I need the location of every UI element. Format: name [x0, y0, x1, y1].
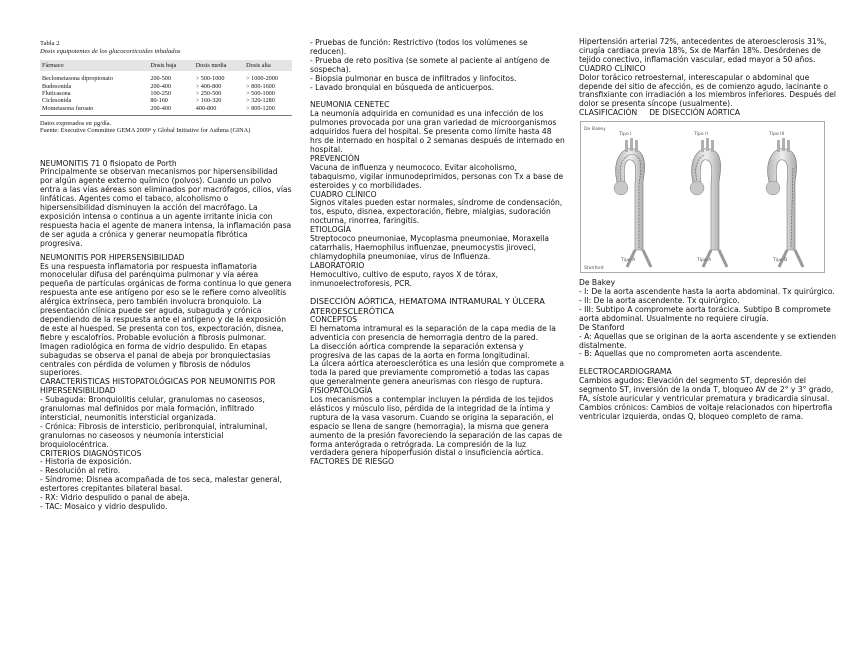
list-item: - III: Subtipo A compromete aorta torácica. Subtipo B compromete aorta abdominal. Usualmente no requiere cirugía.: [579, 304, 831, 323]
dose-table: [40, 60, 292, 116]
list-item: - II: De la aorta ascendente. Tx quirúrgico.: [579, 295, 740, 305]
list-item: - Lavado bronquial en búsqueda de anticuerpos.: [310, 82, 494, 92]
table-row: [40, 90, 292, 97]
aorta-type-1: [614, 138, 651, 267]
table-cell: 200-400: [148, 105, 193, 116]
table-cell: Ciclesonida: [42, 97, 72, 105]
table-cell: > 800-1600: [246, 82, 275, 90]
aorta-type-2: [690, 138, 727, 267]
table-cell: 200-500: [150, 75, 171, 83]
paragraph: Es una respuesta inflamatoria por respuesta inflamatoria monocelular difusa del parénquima pulmonar y vía aérea pequeña de partículas orgánicas de forma continua lo que genera respuesta ante ese antígeno por eso se le refiere como alveolitis alérgica extrínseca, pero también involucra bronquiolo. La presentación clínica puede ser aguda, subaguda y crónica dependiendo de la respuesta ante el antígeno y de la exposición de este al huesped. Se presenta con tos, expectoración, disnea, fiebre y escalofríos. Probable evolución a fibrosis pulmonar. Imagen radiológica en forma de vidrio despulido. En etapas subagudas se observa el panal de abeja por bronquiectasias centrales con pérdida de volumen y fibrosis de nódulos superiores.: [40, 261, 292, 378]
section-heading: ELECTROCARDIOGRAMA: [579, 367, 672, 377]
list-item: - TAC: Mosaico y vidrio despulido.: [40, 502, 168, 511]
section-heading: FISIOPATOLOGÍA: [310, 386, 373, 396]
table-row: [40, 97, 292, 104]
list-item: - Crónica: Fibrosis de intersticio, peribronquial, intraluminal, granulomas no caseosos y neumonía intersticial broquiolocéntrica.: [40, 421, 268, 449]
paragraph: El hematoma intramural es la separación de la capa media de la adventicia con presencia de hemorragia dentro de la pared.: [310, 323, 556, 342]
table-cell: > 320-1280: [246, 97, 275, 105]
list-item: - Subaguda: Bronquiolitis celular, granulomas no caseosos, granulomas mal definidos por mala formación, infiltrado intersticial, neumonitis intersticial organizada.: [40, 395, 265, 422]
table-cell: > 250-500: [195, 90, 222, 98]
table-cell: 200-400: [150, 82, 171, 90]
table-cell: > 800-1200: [244, 105, 292, 116]
paragraph: La disección aórtica comprende la separación extensa y progresiva de las capas de la aorta en forma longitudinal.: [310, 341, 530, 360]
section-heading: CONCEPTOS: [310, 314, 358, 324]
paragraph: Hipertensión arterial 72%, antecedentes de ateroesclerosis 31%, cirugía cardiaca previa 18%, Sx de Marfán 18%. Desórdenes de tejido conectivo, inflamación vascular, edad mayor a 50 años.: [579, 37, 827, 64]
table-caption: Tabla 2: [40, 40, 60, 47]
table-row: [40, 83, 292, 90]
figure-label-stanford: Stanford: [584, 266, 604, 272]
list-item: - RX: Vidrio despulido o panal de abeja.: [40, 493, 190, 503]
list-item: - Biopsia pulmonar en busca de infiltrados y linfocitos.: [310, 73, 517, 83]
section-heading: DISECCIÓN AÓRTICA, HEMATOMA INTRAMURAL Y ÚLCERA ATEROESCLERÓTICA: [310, 296, 545, 316]
section-heading: CARACTERISTICAS HISTOPATOLÓGICAS POR NEUMONITIS POR HIPERSENSIBILIDAD: [40, 377, 276, 396]
list-item: - Prueba de reto positiva (se somete al paciente al antígeno de sospecha).: [310, 55, 550, 74]
table-row: [40, 105, 292, 116]
table-row: [40, 71, 292, 82]
paragraph: Cambios crónicos: Cambios de voltaje relacionados con hipertrofia ventricular izquierda, ondas Q, bloqueo completo de rama.: [579, 402, 833, 421]
table-cell: 100-250: [150, 90, 171, 98]
table-header-cell: Dosis alta: [244, 60, 292, 71]
figure-label-tipo-2: Tipo II: [694, 132, 708, 138]
column-2: [310, 0, 565, 467]
table-header-row: [40, 60, 292, 71]
list-item: - Historia de exposición.: [40, 457, 132, 467]
table-subtitle: Dosis equipotentes de los glucocorticoides inhalados: [40, 47, 181, 55]
figure-label-tipo-b: Tipo B: [773, 258, 788, 264]
list-item: - Síndrome: Disnea acompañada de tos seca, malestar general, estertores crepitantes bilateral basal.: [40, 475, 282, 494]
paragraph: La úlcera aórtica ateroesclerótica es una lesión que compromete a toda la pared que previamente comprometió a todas las capas que generalmente genera aneurismas con riesgo de ruptura.: [310, 359, 565, 387]
section-heading: NEUMONITIS POR HIPERSENSIBILIDAD: [40, 252, 185, 262]
dose-table-block: [40, 40, 292, 135]
table-cell: > 500-1000: [195, 75, 225, 83]
section-heading: PREVENCIÓN: [310, 153, 360, 163]
paragraph: Signos vitales pueden estar normales, síndrome de condensación, tos, esputo, disnea, expectoración, fiebre, mialgias, sudoración nocturna, rinorrea, faringitis.: [310, 198, 563, 226]
table-cell: > 1000-2000: [246, 75, 278, 83]
aorta-type-3: [766, 138, 803, 267]
list-item: - B: Aquellas que no comprometen aorta ascendente.: [579, 349, 783, 359]
table-header-cell: Dosis media: [194, 60, 244, 71]
table-cell: Budesonida: [42, 82, 72, 90]
section-heading: ETIOLOGÍA: [310, 225, 351, 235]
section-heading: CUADRO CLÍNICO: [310, 189, 377, 199]
paragraph: Los mecanismos a contemplar incluyen la pérdida de los tejidos elásticos y músculo liso, pérdida de la integridad de la íntima y ruptura de la vasa vasorum. Cuando se origina la separación, el espacio se llena de sangre (hemorragia), la misma que genera aumento de la presión favoreciendo la separación de las capas de forma anterógrada o retrógrada. La compresión de la luz verdadera genera hipoperfusión distal o insuficiencia aórtica.: [310, 395, 563, 458]
list-item: - Pruebas de función: Restrictivo (todos los volúmenes se reducen).: [310, 38, 528, 56]
paragraph: Hemocultivo, cultivo de esputo, rayos X de tórax, inmunoelectroforesis, PCR.: [310, 269, 499, 288]
list-item: - Resolución al retiro.: [40, 466, 121, 476]
paragraph: Cambios agudos: Elevación del segmento ST, depresión del segmento ST, inversión de la onda T, bloqueo AV de 2° y 3° grado, FA, sístole auricular y ventricular prematura y bradicardia sinusal.: [579, 376, 834, 404]
table-note: Datos expresados en µg/día.: [40, 119, 112, 127]
section-heading: CRITERIOS DIAGNÓSTICOS: [40, 448, 142, 458]
aorta-illustration: [581, 122, 824, 272]
table-cell: 80-160: [150, 97, 168, 105]
list-item: - I: De la aorta ascendente hasta la aorta abdominal. Tx quirúrgico.: [579, 287, 835, 297]
section-heading: FACTORES DE RIESGO: [310, 457, 395, 467]
paragraph: Principalmente se observan mecanismos por hipersensibilidad por algún agente externo químico (polvos). Cuando un polvo entra a las vías aéreas son eliminados por macrófagos, cilios, vías linfáticas. Agentes como el tabaco, alcoholismo o hipersensibilidad disminuyen la acción del macrófago. La exposición intensa o continua a un agente irritante inicia con respuesta hacia el agente de manera intensa, la inflamación pasa de ser aguda a crónica y generar neumopatía fibrótica progresiva.: [40, 167, 292, 248]
section-heading: De Bakey: [579, 278, 616, 288]
table-cell: > 500-1000: [246, 90, 275, 98]
table-cell: 400-800: [194, 105, 244, 116]
figure-label-tipo-a-2: Tipo A: [697, 258, 712, 264]
column-3: [579, 0, 837, 422]
figure-label-tipo-3: Tipo III: [769, 132, 785, 138]
section-heading: CUADRO CLÍNICO: [579, 63, 646, 73]
figure-label-debakey: De Bakey: [584, 127, 606, 133]
list-item: - A: Aquellas que se originan de la aorta ascendente y se extienden distalmente.: [579, 331, 837, 350]
table-cell: > 160-320: [195, 97, 222, 105]
column-1: [40, 0, 292, 512]
table-cell: Mometasona furoato: [40, 105, 148, 116]
table-cell: > 400-800: [195, 82, 222, 90]
section-heading: NEUMONIA CENETEC: [310, 100, 390, 110]
figure-label-tipo-1: Tipo I: [619, 132, 632, 138]
table-header-cell: Dosis baja: [148, 60, 193, 71]
paragraph: La neumonía adquirida en comunidad es una infección de los pulmones provocada por una gran variedad de microorganismos adquiridos fuera del hospital. Se presenta como límite hasta 48 hrs de internado en hospital o 2 semanas después de internado en hospital.: [310, 109, 565, 154]
table-cell: Fluticasona: [42, 90, 71, 98]
table-cell: Beclometasona dipropionato: [42, 75, 113, 83]
paragraph: Vacuna de influenza y neumococo. Evitar alcoholismo, tabaquismo, vigilar inmunodeprimidos, personas con Tx a base de esteroides y co morbilidades.: [310, 162, 564, 190]
section-heading: LABORATORIO: [310, 260, 365, 270]
figure-label-tipo-a-1: Tipo A: [621, 258, 636, 264]
table-source: Fuente: Executive Committee GEMA 2009⁵ y Global Initiative for Asthma (GINA): [40, 127, 251, 135]
section-heading: De Stanford: [579, 322, 625, 332]
table-header-cell: Fármaco: [40, 60, 148, 71]
aortic-dissection-figure: [580, 121, 825, 273]
section-heading: CLASIFICACIÓN DE DISECCIÓN AÓRTICA: [579, 108, 741, 118]
section-heading: NEUMONITIS 71 0 fisiopato de Porth: [40, 158, 177, 168]
paragraph: Streptococo pneumoniae, Mycoplasma pneumoniae, Moraxella catarrhalis, Haemophilus influenzae, pneumocystis jiroveci, chlamydophila pneumoniae, virus de Influenza.: [310, 234, 550, 261]
paragraph: Dolor torácico retroesternal, interescapular o abdominal que depende del sitio de afección, es de comienzo agudo, lacinante o transfixiante con irradiación a los miembros inferiores. Después del dolor se presenta síncope (usualmente).: [579, 72, 836, 109]
